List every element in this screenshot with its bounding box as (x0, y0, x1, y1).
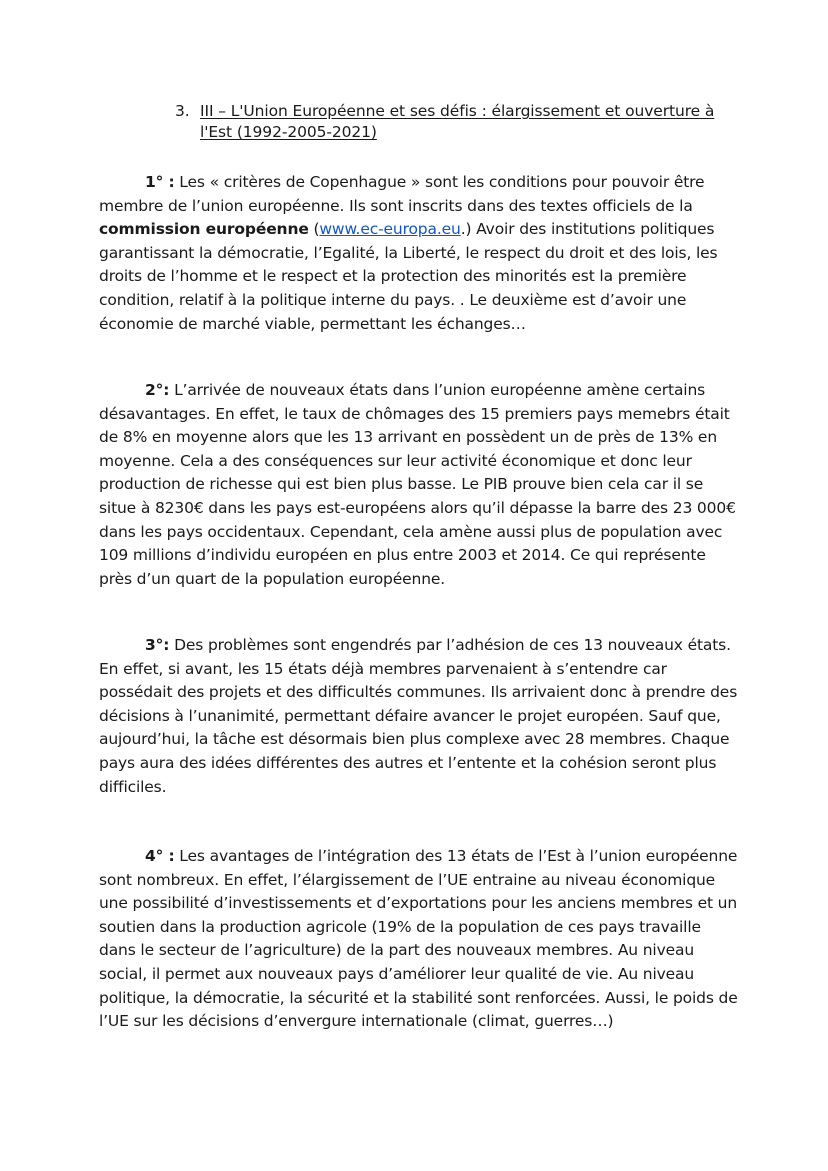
paragraph-1-text-a: Les « critères de Copenhague » sont les conditions pour pouvoir être membre de l’union européenne. Ils sont inscrits dans des textes officiels de la (99, 173, 705, 215)
paragraph-2-lead: 2°: (145, 381, 170, 399)
paragraph-3 (99, 634, 739, 799)
section-title: III – L'Union Européenne et ses défis : élargissement et ouverture à l'Est (1992-2005-2021) (200, 102, 715, 141)
paragraph-1-lead: 1° : (145, 173, 175, 191)
paragraph-4-lead: 4° : (145, 847, 175, 865)
paragraph-2 (99, 379, 739, 591)
paragraph-1 (99, 171, 739, 336)
paragraph-4-text: Les avantages de l’intégration des 13 états de l’Est à l’union européenne sont nombreux. En effet, l’élargissement de l’UE entraine au niveau économique une possibilité d’investissements et d’exportations pour les anciens membres et un soutien dans la production agricole (19% de la population de ces pays travaille dans le secteur de l’agriculture) de la part des nouveaux membres. Au niveau social, il permet aux nouveaux pays d’améliorer leur qualité de vie. Au niveau politique, la démocratie, la sécurité et la stabilité sont renforcées. Aussi, le poids de l’UE sur les décisions d’envergure internationale (climat, guerres…) (99, 847, 738, 1031)
paragraph-3-lead: 3°: (145, 636, 170, 654)
paragraph-1-text-b: ( (308, 220, 320, 239)
section-heading (175, 101, 735, 143)
paragraph-2-text: L’arrivée de nouveaux états dans l’union européenne amène certains désavantages. En effet, le taux de chômages des 15 premiers pays memebrs était de 8% en moyenne alors que les 13 arrivant en possèdent un de près de 13% en moyenne. Cela a des conséquences sur leur activité économique et donc leur production de richesse qui est bien plus basse. Le PIB prouve bien cela car il se situe à 8230€ dans les pays est-européens alors qu’il dépasse la barre des 23 000€ dans les pays occidentaux. Cependant, cela amène aussi plus de population avec 109 millions d’individu européen en plus entre 2003 et 2014. Ce qui représente près d’un quart de la population européenne. (99, 381, 736, 588)
paragraph-3-text: Des problèmes sont engendrés par l’adhésion de ces 13 nouveaux états. En effet, si avant, les 15 états déjà membres parvenaient à s’entendre car possédait des projets et des difficultés communes. Ils arrivaient donc à prendre des décisions à l’unanimité, permettant défaire avancer le projet européen. Sauf que, aujourd’hui, la tâche est désormais bien plus complexe avec 28 membres. Chaque pays aura des idées différentes des autres et l’entente et la cohésion seront plus difficiles. (99, 636, 738, 796)
paragraph-4 (99, 845, 739, 1034)
ec-europa-link[interactable]: www.ec-europa.eu (319, 220, 461, 239)
section-number: 3. (175, 102, 190, 120)
paragraph-1-text-c: .) Avoir des institutions politiques garantissant la démocratie, l’Egalité, la Liberté, le respect du droit et des lois, les droits de l’homme et le respect et la protection des minorités est la première condition, relatif à la politique interne du pays. . Le deuxième est d’avoir une économie de marché viable, permettant les échanges… (99, 220, 718, 333)
commission-term: commission européenne (99, 220, 309, 239)
